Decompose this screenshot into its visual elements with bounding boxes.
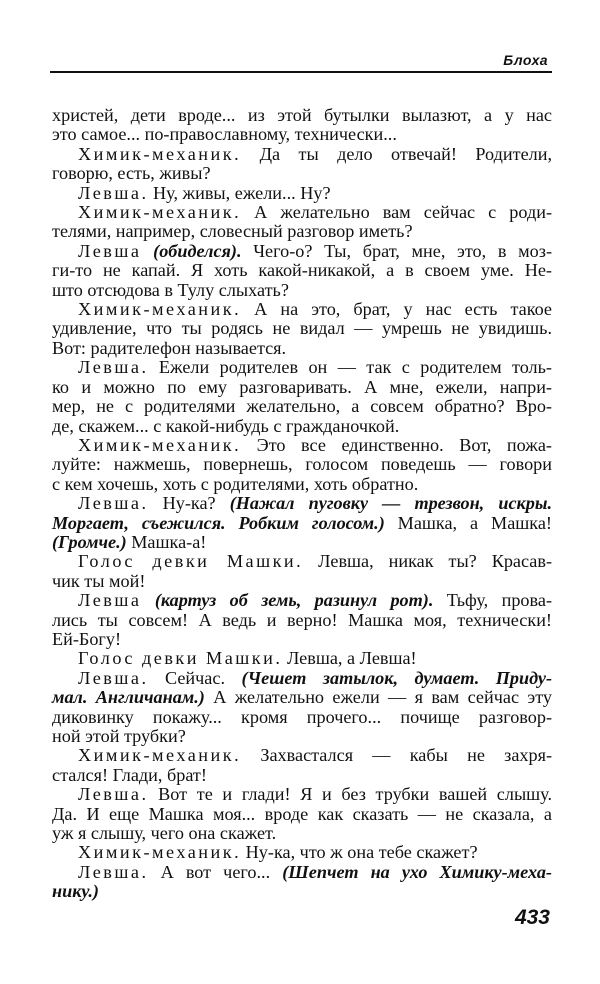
dialogue-text: А желательно ежели — я вам сейчас эту (204, 687, 552, 708)
text-line (52, 222, 552, 241)
page-body-text (52, 106, 552, 902)
speaker-name: Химик-механик. (78, 143, 242, 164)
dialogue-text: ной этой трубки? (52, 726, 186, 746)
text-line (52, 863, 552, 882)
dialogue-text: удивление, что ты родясь не видал — умрешь не увидишь. (52, 318, 552, 339)
speaker-name: Химик-механик. (78, 745, 242, 766)
stage-direction: Моргает, съежился. Робким голосом.) (52, 512, 385, 533)
text-line (52, 475, 552, 494)
dialogue-text: диковинку покажу... кромя прочего... почище разговор- (52, 706, 552, 727)
text-line (52, 843, 552, 862)
stage-direction: (обиделся). (153, 240, 242, 261)
text-line (52, 397, 552, 416)
text-line (52, 455, 552, 474)
text-line (52, 533, 552, 552)
dialogue-text: Левша, никак ты? Красав- (303, 551, 553, 572)
dialogue-text: с кем хочешь, хоть с родителями, хоть обратно. (52, 473, 419, 494)
dialogue-text: Ну, живы, ежели... Ну? (148, 182, 331, 203)
speaker-name: Химик-механик. (78, 842, 242, 863)
text-line (52, 339, 552, 358)
text-line (52, 766, 552, 785)
dialogue-text: Сейчас. (148, 667, 242, 688)
text-line (52, 591, 552, 610)
dialogue-text: А желательно вам сейчас с роди- (241, 202, 552, 223)
dialogue-text: де, скажем... с какой-нибудь с гражданочкой. (52, 415, 400, 436)
dialogue-text: што отсюдова в Тулу слыхать? (52, 279, 289, 300)
dialogue-text: Ей-Богу! (52, 628, 122, 649)
dialogue-text: стался! Глади, брат! (52, 764, 207, 785)
text-line (52, 261, 552, 280)
dialogue-text: говорю, есть, живы? (52, 163, 211, 184)
stage-direction: (Шепчет на ухо Химику-меха- (282, 861, 552, 882)
text-line (52, 417, 552, 436)
dialogue-text: Машка, а Машка! (384, 512, 552, 533)
dialogue-text: Вот те и глади! Я и без трубки вашей слышу. (148, 784, 552, 805)
text-line (52, 436, 552, 455)
dialogue-text: ги-то не капай. Я хоть какой-никакой, а в своем уме. Не- (52, 260, 552, 281)
dialogue-text: уж я слышу, чего она скажет. (52, 823, 277, 844)
dialogue-text: христей, дети вроде... из этой бутылки вылазют, а у нас (52, 105, 552, 125)
page-number: 433 (514, 906, 550, 929)
text-line (52, 611, 552, 630)
stage-direction: (Нажал пуговку — трезвон, искры. (229, 493, 553, 514)
dialogue-text: Машка-а! (126, 531, 207, 552)
text-line (52, 184, 552, 203)
dialogue-text: ко и можно по ему разговаривать. А мне, ежели, напри- (52, 376, 552, 397)
dialogue-text: лись ты совсем! А ведь и верно! Машка моя, технически! (52, 609, 552, 630)
stage-direction: нику.) (52, 881, 99, 902)
text-line (52, 630, 552, 649)
dialogue-text: Да. И еще Машка моя... вроде как сказать — не сказала, а (52, 803, 552, 824)
speaker-name: Левша (78, 240, 142, 261)
dialogue-text: А на это, брат, у нас есть такое (241, 299, 552, 320)
speaker-name: Химик-механик. (78, 202, 242, 223)
text-line (52, 649, 552, 668)
dialogue-text: луйте: нажмешь, повернешь, голосом поведешь — говори (52, 454, 552, 475)
dialogue-text: Ну-ка, что ж она тебе скажет? (241, 842, 478, 863)
text-line (52, 727, 552, 746)
speaker-name: Левша. (78, 493, 149, 514)
text-line (52, 708, 552, 727)
stage-direction: (Громче.) (52, 531, 127, 552)
running-header-title: Блоха (503, 52, 548, 68)
text-line (52, 125, 552, 144)
dialogue-text: Чего-о? Ты, брат, мне, это, в моз- (241, 240, 552, 261)
text-line (52, 785, 552, 804)
dialogue-text: Вот: радителефон называется. (52, 337, 287, 358)
speaker-name: Левша. (78, 667, 149, 688)
dialogue-text: Левша, а Левша! (282, 648, 417, 669)
text-line (52, 145, 552, 164)
text-line (52, 552, 552, 571)
speaker-name: Левша. (78, 861, 149, 882)
speaker-name: Левша. (78, 182, 149, 203)
dialogue-text: мер, не с родителями желательно, а совсем обратно? Вро- (52, 396, 552, 417)
text-line (52, 669, 552, 688)
speaker-name: Химик-механик. (78, 299, 242, 320)
stage-direction: (картуз об земь, разинул рот). (154, 590, 434, 611)
header-rule (50, 71, 552, 73)
speaker-name: Голос девки Машки. (78, 551, 304, 572)
text-line (52, 882, 552, 901)
speaker-name: Левша. (78, 357, 149, 378)
text-line (52, 805, 552, 824)
text-line (52, 824, 552, 843)
dialogue-text: Захвастался — кабы не захря- (241, 745, 552, 766)
text-line (52, 746, 552, 765)
dialogue-text: телями, например, словесный разговор иметь? (52, 221, 413, 242)
text-line (52, 572, 552, 591)
speaker-name: Левша. (78, 784, 149, 805)
text-line (52, 164, 552, 183)
text-line (52, 242, 552, 261)
dialogue-text: это самое... по-православному, технически... (52, 124, 397, 145)
speaker-name: Голос девки Машки. (78, 648, 283, 669)
dialogue-text (141, 241, 153, 261)
speaker-name: Левша (78, 590, 142, 611)
dialogue-text: чик ты мой! (52, 570, 146, 591)
text-line (52, 300, 552, 319)
text-line (52, 358, 552, 377)
text-line (52, 688, 552, 707)
dialogue-text: Тьфу, прова- (433, 590, 553, 611)
text-line (52, 378, 552, 397)
text-line (52, 106, 552, 125)
text-line (52, 281, 552, 300)
dialogue-text (141, 590, 154, 610)
stage-direction: мал. Англичанам.) (52, 687, 205, 708)
text-line (52, 514, 552, 533)
dialogue-text: А вот чего... (148, 861, 283, 882)
text-line (52, 494, 552, 513)
dialogue-text: Ну-ка? (148, 493, 230, 514)
dialogue-text: Ежели родителев он — так с родителем толь- (148, 357, 552, 378)
stage-direction: (Чешет затылок, думает. Приду- (241, 667, 553, 688)
text-line (52, 203, 552, 222)
text-line (52, 319, 552, 338)
dialogue-text: Да ты дело отвечай! Родители, (241, 143, 552, 164)
dialogue-text: Это все единственно. Вот, пожа- (241, 434, 552, 455)
speaker-name: Химик-механик. (78, 434, 242, 455)
